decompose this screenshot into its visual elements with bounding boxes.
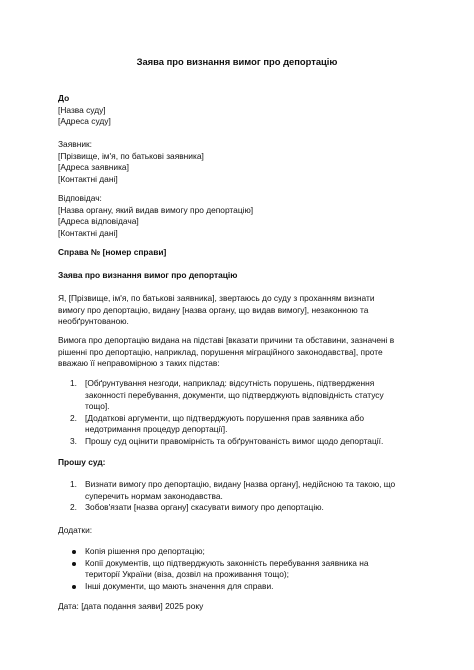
list-item-line: Копія рішення про депортацію; [85,546,205,556]
bullet-icon [72,550,76,554]
grounds-list [58,378,418,448]
list-item-line: [Обґрунтування незгоди, наприклад: відсутність порушень, підтвердження [85,378,375,388]
addressee-block [58,93,418,128]
applicant-address: [Адреса заявника] [58,162,129,173]
applicant-block [58,139,418,185]
list-item-line: Зобов'язати [назва органу] скасувати вимогу про депортацію. [85,502,324,513]
basis-paragraph [58,335,408,370]
list-item [58,436,418,448]
list-item-number: 2. [70,502,77,513]
list-item-number: 2. [70,412,77,423]
request-heading: Прошу суд: [58,457,106,467]
intro-line-3: необґрунтованою. [58,316,129,327]
list-item-number: 3. [70,435,77,446]
bullet-icon [72,585,76,589]
statement-subheading: Заява про визнання вимог про депортацію [58,270,238,280]
attachments-list [58,546,418,592]
addressee-label: До [58,93,70,103]
respondent-block [58,193,418,239]
list-item [58,581,418,593]
respondent-address: [Адреса відповідача] [58,216,139,227]
list-item [58,502,418,514]
list-item-number: 1. [70,479,77,489]
list-item [58,546,418,558]
list-item-line: Визнати вимогу про депортацію, видану [назва органу], недійсною та такою, що [85,479,396,489]
list-item-line: території України (віза, дозвіл на проживання тощо); [85,569,289,580]
respondent-name: [Назва органу, який видав вимогу про депортацію] [58,204,254,215]
requests-list [58,479,418,514]
intro-paragraph [58,293,408,328]
basis-line-2: рішенні про депортацію, наприклад, порушення міграційного законодавства], проте [58,346,383,357]
list-item [58,479,418,502]
list-item [58,558,418,581]
case-number: Справа № [номер справи] [58,247,167,257]
attachments-heading: Додатки: [58,525,93,535]
respondent-label: Відповідач: [58,193,102,203]
applicant-name: [Прізвище, ім'я, по батькові заявника] [58,150,204,161]
date-line: Дата: [дата подання заяви] 2025 року [58,601,204,611]
court-name: [Назва суду] [58,104,106,115]
list-item [58,413,418,436]
list-item-line: Прошу суд оцінити правомірність та обґрунтованість вимог щодо депортації. [85,435,384,446]
intro-line-1: Я, [Прізвище, ім'я, по батькові заявника], звертаюсь до суду з проханням визнати [58,293,375,303]
applicant-label: Заявник: [58,139,92,149]
list-item-line: [Додаткові аргументи, що підтверджують порушення прав заявника або [85,412,365,423]
list-item-line: недотримання процедур депортації]. [85,424,228,435]
basis-line-1: Вимога про депортацію видана на підставі [вказати причини та обставини, зазначені в [58,335,395,345]
list-item [58,378,418,413]
bullet-icon [72,562,76,566]
list-item-line: Інші документи, що мають значення для справи. [85,580,274,591]
applicant-contacts: [Контактні дані] [58,173,118,184]
basis-line-3: вважаю її неправомірною з таких підстав: [58,358,220,369]
list-item-line: суперечить нормам законодавства. [85,490,223,501]
court-address: [Адреса суду] [58,116,111,127]
list-item-line: тощо]. [85,401,110,412]
intro-line-2: вимогу про депортацію, видану [назва органу, що видав вимогу], незаконною та [58,304,369,315]
list-item-line: Копії документів, що підтверджують законність перебування заявника на [85,557,369,568]
document-title: Заява про визнання вимог про депортацію [136,56,338,67]
respondent-contacts: [Контактні дані] [58,227,118,238]
list-item-number: 1. [70,378,77,388]
list-item-line: законності перебування, документи, що підтверджують відповідність статусу [85,389,384,400]
